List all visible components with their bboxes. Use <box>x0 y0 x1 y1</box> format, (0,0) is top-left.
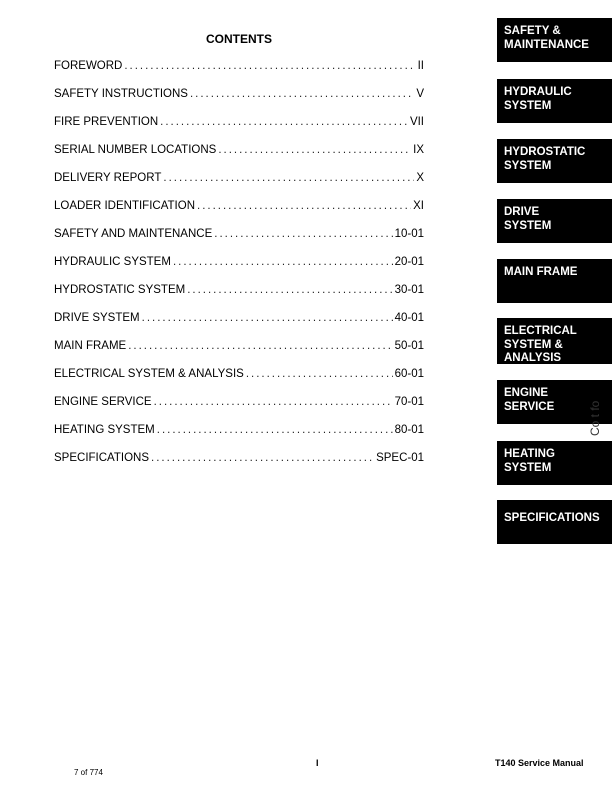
toc-entry-label: MAIN FRAME <box>54 340 127 352</box>
dot-leader <box>187 284 392 296</box>
dot-leader <box>160 116 408 128</box>
vertical-side-text <box>586 318 606 438</box>
toc-entry-label: SPECIFICATIONS <box>54 452 149 464</box>
toc-entry-label: DELIVERY REPORT <box>54 172 162 184</box>
toc-entry-page: VII <box>409 116 424 128</box>
dot-leader <box>190 88 414 100</box>
table-of-contents <box>54 60 424 480</box>
toc-entry-page: 50-01 <box>394 340 424 352</box>
toc-entry-drive-system[interactable] <box>54 312 424 340</box>
toc-entry-page: 20-01 <box>394 256 424 268</box>
toc-entry-loader-identification[interactable] <box>54 200 424 228</box>
dot-leader <box>128 340 392 352</box>
tab-main-frame[interactable]: MAIN FRAME <box>497 259 612 303</box>
dot-leader <box>163 172 414 184</box>
toc-entry-hydraulic-system[interactable] <box>54 256 424 284</box>
toc-entry-label: LOADER IDENTIFICATION <box>54 200 195 212</box>
dot-leader <box>197 200 411 212</box>
tab-hydrostatic-system[interactable]: HYDROSTATIC SYSTEM <box>497 139 612 183</box>
footer-page-number: I <box>316 758 319 768</box>
toc-entry-label: HEATING SYSTEM <box>54 424 155 436</box>
toc-entry-label: ENGINE SERVICE <box>54 396 152 408</box>
toc-entry-heating-system[interactable] <box>54 424 424 452</box>
toc-entry-label: HYDRAULIC SYSTEM <box>54 256 171 268</box>
dot-leader <box>154 396 393 408</box>
toc-entry-page: 10-01 <box>394 228 424 240</box>
toc-entry-hydrostatic-system[interactable] <box>54 284 424 312</box>
toc-entry-label: SAFETY INSTRUCTIONS <box>54 88 188 100</box>
toc-entry-page: IX <box>413 144 424 156</box>
dot-leader <box>214 228 392 240</box>
toc-entry-label: ELECTRICAL SYSTEM & ANALYSIS <box>54 368 244 380</box>
toc-entry-safety-and-maintenance[interactable] <box>54 228 424 256</box>
toc-entry-serial-number-locations[interactable] <box>54 144 424 172</box>
dot-leader <box>173 256 393 268</box>
toc-entry-page: XI <box>413 200 424 212</box>
toc-entry-label: SAFETY AND MAINTENANCE <box>54 228 213 240</box>
tab-electrical-system[interactable]: ELECTRICAL SYSTEM & ANALYSIS <box>497 318 612 364</box>
tab-drive-system[interactable]: DRIVE SYSTEM <box>497 199 612 243</box>
dot-leader <box>157 424 393 436</box>
toc-entry-specifications[interactable] <box>54 452 424 480</box>
toc-entry-label: HYDROSTATIC SYSTEM <box>54 284 186 296</box>
toc-entry-page: 60-01 <box>394 368 424 380</box>
toc-entry-page: 40-01 <box>394 312 424 324</box>
toc-entry-delivery-report[interactable] <box>54 172 424 200</box>
toc-entry-label: FIRE PREVENTION <box>54 116 159 128</box>
toc-entry-label: FOREWORD <box>54 60 123 72</box>
toc-entry-page: SPEC-01 <box>376 452 424 464</box>
footer-page-count: 7 of 774 <box>74 768 103 777</box>
dot-leader <box>218 144 411 156</box>
dot-leader <box>151 452 374 464</box>
toc-entry-main-frame[interactable] <box>54 340 424 368</box>
toc-entry-page: 80-01 <box>394 424 424 436</box>
toc-entry-label: SERIAL NUMBER LOCATIONS <box>54 144 217 156</box>
tab-engine-service[interactable]: ENGINE SERVICE <box>497 380 612 424</box>
dot-leader <box>142 312 393 324</box>
toc-entry-page: 30-01 <box>394 284 424 296</box>
side-note-text: Co t fo <box>588 400 602 436</box>
footer-manual-name: T140 Service Manual <box>495 758 584 768</box>
page-title: CONTENTS <box>206 32 272 46</box>
toc-entry-label: DRIVE SYSTEM <box>54 312 140 324</box>
tab-safety-maintenance[interactable]: SAFETY & MAINTENANCE <box>497 18 612 62</box>
toc-entry-page: 70-01 <box>394 396 424 408</box>
tab-heating-system[interactable]: HEATING SYSTEM <box>497 441 612 485</box>
toc-entry-page: X <box>416 172 424 184</box>
toc-entry-page: II <box>417 60 424 72</box>
toc-entry-foreword[interactable] <box>54 60 424 88</box>
tab-specifications[interactable]: SPECIFICATIONS <box>497 500 612 544</box>
tab-hydraulic-system[interactable]: HYDRAULIC SYSTEM <box>497 79 612 123</box>
toc-entry-fire-prevention[interactable] <box>54 116 424 144</box>
toc-entry-engine-service[interactable] <box>54 396 424 424</box>
toc-entry-page: V <box>416 88 424 100</box>
toc-entry-electrical-system[interactable] <box>54 368 424 396</box>
dot-leader <box>124 60 415 72</box>
dot-leader <box>246 368 393 380</box>
toc-entry-safety-instructions[interactable] <box>54 88 424 116</box>
